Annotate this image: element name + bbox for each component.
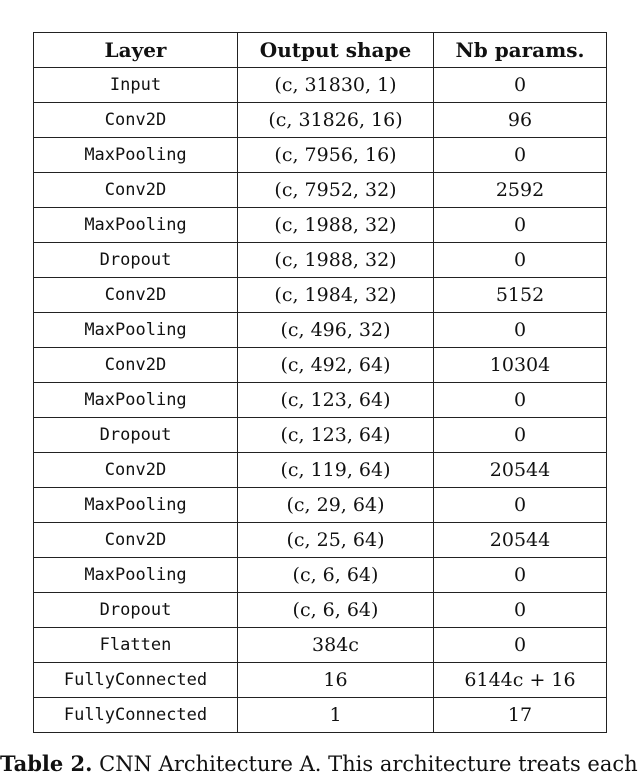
cell-nb-params: 96	[434, 103, 607, 138]
cell-layer: Conv2D	[34, 453, 238, 488]
cell-output-shape: (c, 123, 64)	[238, 383, 434, 418]
table-row	[34, 208, 607, 243]
cell-nb-params: 5152	[434, 278, 607, 313]
caption-text: CNN Architecture A. This architecture treats each	[99, 752, 638, 776]
cell-nb-params: 0	[434, 628, 607, 663]
cell-layer: MaxPooling	[34, 313, 238, 348]
cell-nb-params: 0	[434, 488, 607, 523]
cell-output-shape: 16	[238, 663, 434, 698]
cell-output-shape: (c, 492, 64)	[238, 348, 434, 383]
header-output-shape: Output shape	[238, 33, 434, 68]
table-row	[34, 593, 607, 628]
cell-output-shape: (c, 7952, 32)	[238, 173, 434, 208]
cell-layer: Input	[34, 68, 238, 103]
cell-layer: Dropout	[34, 418, 238, 453]
cell-nb-params: 2592	[434, 173, 607, 208]
table-row	[34, 383, 607, 418]
cell-layer: Conv2D	[34, 523, 238, 558]
cell-layer: Conv2D	[34, 278, 238, 313]
cell-output-shape: (c, 6, 64)	[238, 558, 434, 593]
cell-layer: FullyConnected	[34, 698, 238, 733]
cell-layer: MaxPooling	[34, 488, 238, 523]
cell-nb-params: 0	[434, 593, 607, 628]
cell-output-shape: (c, 496, 32)	[238, 313, 434, 348]
cell-layer: FullyConnected	[34, 663, 238, 698]
table-row	[34, 453, 607, 488]
cell-output-shape: (c, 123, 64)	[238, 418, 434, 453]
table-row	[34, 243, 607, 278]
table-row	[34, 628, 607, 663]
cell-nb-params: 0	[434, 243, 607, 278]
cell-output-shape: (c, 1984, 32)	[238, 278, 434, 313]
cell-layer: Dropout	[34, 243, 238, 278]
cell-layer: Conv2D	[34, 103, 238, 138]
cell-output-shape: (c, 25, 64)	[238, 523, 434, 558]
table-row	[34, 488, 607, 523]
table-row	[34, 103, 607, 138]
cell-layer: Conv2D	[34, 348, 238, 383]
cell-layer: Conv2D	[34, 173, 238, 208]
cell-layer: MaxPooling	[34, 138, 238, 173]
table-row	[34, 663, 607, 698]
cell-nb-params: 20544	[434, 523, 607, 558]
cell-layer: MaxPooling	[34, 383, 238, 418]
cell-nb-params: 0	[434, 418, 607, 453]
cell-nb-params: 0	[434, 313, 607, 348]
cell-layer: MaxPooling	[34, 558, 238, 593]
cell-nb-params: 10304	[434, 348, 607, 383]
header-nb-params: Nb params.	[434, 33, 607, 68]
cell-nb-params: 0	[434, 138, 607, 173]
cell-layer: Flatten	[34, 628, 238, 663]
cnn-architecture-table	[33, 32, 607, 733]
table-row	[34, 418, 607, 453]
cell-nb-params: 17	[434, 698, 607, 733]
cell-output-shape: (c, 1988, 32)	[238, 208, 434, 243]
cell-output-shape: 384c	[238, 628, 434, 663]
header-layer: Layer	[34, 33, 238, 68]
table-row	[34, 138, 607, 173]
cell-nb-params: 0	[434, 383, 607, 418]
cell-output-shape: (c, 6, 64)	[238, 593, 434, 628]
table-header-row	[34, 33, 607, 68]
caption-label: Table 2.	[0, 751, 93, 776]
cell-nb-params: 6144c + 16	[434, 663, 607, 698]
table-body	[34, 68, 607, 733]
table-row	[34, 698, 607, 733]
cell-nb-params: 0	[434, 208, 607, 243]
cell-output-shape: (c, 119, 64)	[238, 453, 434, 488]
table-row	[34, 173, 607, 208]
table-row	[34, 313, 607, 348]
table-row	[34, 348, 607, 383]
cell-nb-params: 0	[434, 68, 607, 103]
table-row	[34, 523, 607, 558]
cell-output-shape: (c, 7956, 16)	[238, 138, 434, 173]
cell-layer: Dropout	[34, 593, 238, 628]
cell-output-shape: (c, 29, 64)	[238, 488, 434, 523]
cell-layer: MaxPooling	[34, 208, 238, 243]
table-caption	[0, 751, 638, 776]
cell-output-shape: (c, 31826, 16)	[238, 103, 434, 138]
cell-output-shape: (c, 1988, 32)	[238, 243, 434, 278]
cell-output-shape: 1	[238, 698, 434, 733]
cell-nb-params: 20544	[434, 453, 607, 488]
table-row	[34, 68, 607, 103]
cell-nb-params: 0	[434, 558, 607, 593]
table-row	[34, 558, 607, 593]
table-row	[34, 278, 607, 313]
cell-output-shape: (c, 31830, 1)	[238, 68, 434, 103]
